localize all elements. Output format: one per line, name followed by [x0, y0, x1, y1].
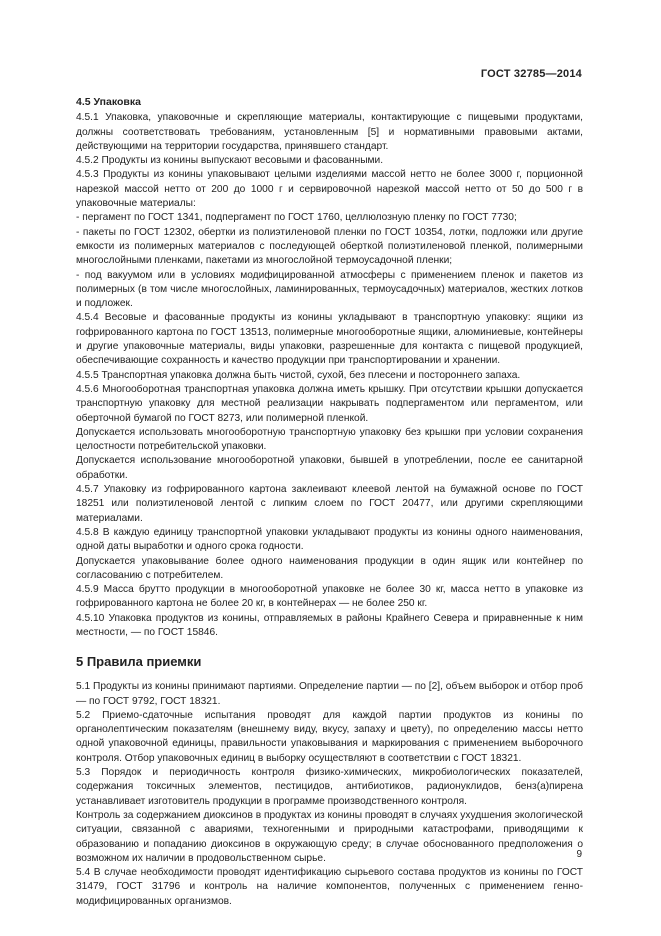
paragraph: 4.5.7 Упаковку из гофрированного картона заклеивают клеевой лентой на бумажной основе по ГОСТ 18251 или полиэтиленовой лентой с липким слоем по ГОСТ 20477, или другими скрепляющими материалами. [76, 484, 583, 524]
paragraph: 4.5.6 Многооборотная транспортная упаковка должна иметь крышку. При отсутствии крышки допускается транспортную упаковку для местной реализации накрывать подпергаментом или пергаментом, или оберточной бумагой по ГОСТ 8273, или полимерной пленкой. [76, 383, 583, 424]
paragraph: 4.5.10 Упаковка продуктов из конины, отправляемых в районы Крайнего Севера и приравненные к ним местности, — по ГОСТ 15846. [76, 612, 583, 638]
paragraph: 4.5.5 Транспортная упаковка должна быть чистой, сухой, без плесени и постороннего запаха. [76, 369, 521, 381]
paragraph: 5.2 Приемо-сдаточные испытания проводят для каждой партии продуктов из конины по органолептическим показателям (внешнему виду, вкусу, запаху и цвету), по определению массы нетто одной упаковочной единицы, правильности упаковывания и маркирования с применением выборочного контроля. Отбор упаковочных единиц в выборку осуществляют в соответствии с ГОСТ 18321. [76, 709, 583, 764]
paragraph: 4.5.4 Весовые и фасованные продукты из конины укладывают в транспортную упаковку: ящики из гофрированного картона по ГОСТ 13513, полимерные многооборотные ящики, алюминиевые, контейнеры и другие упаковочные материалы, виды упаковки, разрешенные для контакта с пищевой продукцией, обеспечивающие сохранность и качество продукции при транспортировании и хранении. [76, 312, 583, 367]
paragraph: 5.3 Порядок и периодичность контроля физико-химических, микробиологических показателей, содержания токсичных элементов, пестицидов, антибиотиков, радионуклидов, бенз(а)пирена устанавливает изготовитель продукции в программе производственного контроля. [76, 767, 583, 807]
paragraph: 5.4 В случае необходимости проводят идентификацию сырьевого состава продуктов из конины по ГОСТ 31479, ГОСТ 31796 и контроль на наличие компонентов, полученных с применением генно-модифицированных организмов. [76, 867, 583, 907]
paragraph: Допускается использование многооборотной упаковки, бывшей в употреблении, после ее санитарной обработки. [76, 455, 583, 481]
page-number: 9 [576, 849, 582, 860]
paragraph: - пергамент по ГОСТ 1341, подпергамент по ГОСТ 1760, целлюлозную пленку по ГОСТ 7730; [76, 212, 517, 224]
paragraph: - пакеты по ГОСТ 12302, обертки из полиэтиленовой пленки по ГОСТ 10354, лотки, подложки или другие емкости из полимерных материалов с последующей оберткой полиэтиленовой пленкой, полимерными многослойными пленками, пакетами из многослойной термоусадочной пленки; [76, 226, 583, 267]
paragraph: 4.5.9 Масса брутто продукции в многооборотной упаковке не более 30 кг, масса нетто в упаковке из гофрированного картона не более 20 кг, в контейнерах — не более 250 кг. [76, 584, 583, 610]
section-4-5-body [76, 111, 583, 640]
paragraph: 4.5.3 Продукты из конины упаковывают целыми изделиями массой нетто не более 3000 г, порционной нарезкой массой нетто от 200 до 1000 г и сервировочной нарезкой массой нетто от 50 до 500 г в упаковочные материалы: [76, 169, 583, 210]
paragraph: 4.5.1 Упаковка, упаковочные и скрепляющие материалы, контактирующие с пищевыми продуктами, должны соответствовать требованиям, установленным [5] и нормативными правовыми актами, действующими на территории государства, принявшего стандарт. [76, 112, 583, 152]
paragraph: 5.1 Продукты из конины принимают партиями. Определение партии — по [2], объем выборок и отбор проб — по ГОСТ 9792, ГОСТ 18321. [76, 681, 583, 707]
section-5-title: 5 Правила приемки [76, 654, 202, 670]
paragraph: Допускается использовать многооборотную транспортную упаковку без крышки при условии сохранения целостности потребительской упаковки. [76, 426, 583, 453]
document-header: ГОСТ 32785—2014 [480, 68, 582, 80]
section-5-body [76, 680, 583, 909]
section-4-5-title: 4.5 Упаковка [76, 96, 141, 108]
paragraph: 4.5.2 Продукты из конины выпускают весовыми и фасованными. [76, 155, 384, 167]
paragraph: Контроль за содержанием диоксинов в продуктах из конины проводят в случаях ухудшения экологической ситуации, связанной с авариями, техногенными и природными катастрофами, приводящими к образованию и попаданию диоксинов в окружающую среду; в случае обоснованного предположения о возможном их наличии в продовольственном сырье. [76, 809, 583, 864]
paragraph: Допускается упаковывание более одного наименования продукции в один ящик или контейнер по согласованию с потребителем. [76, 555, 583, 581]
paragraph: 4.5.8 В каждую единицу транспортной упаковки укладывают продукты из конины одного наименования, одной даты выработки и одного срока годности. [76, 526, 583, 553]
page-content [76, 95, 583, 909]
paragraph: - под вакуумом или в условиях модифицированной атмосферы с применением пленок и пакетов из полимерных (в том числе многослойных, ламинированных, термоусадочных) материалов, жестких лотков и подложек. [76, 269, 583, 310]
